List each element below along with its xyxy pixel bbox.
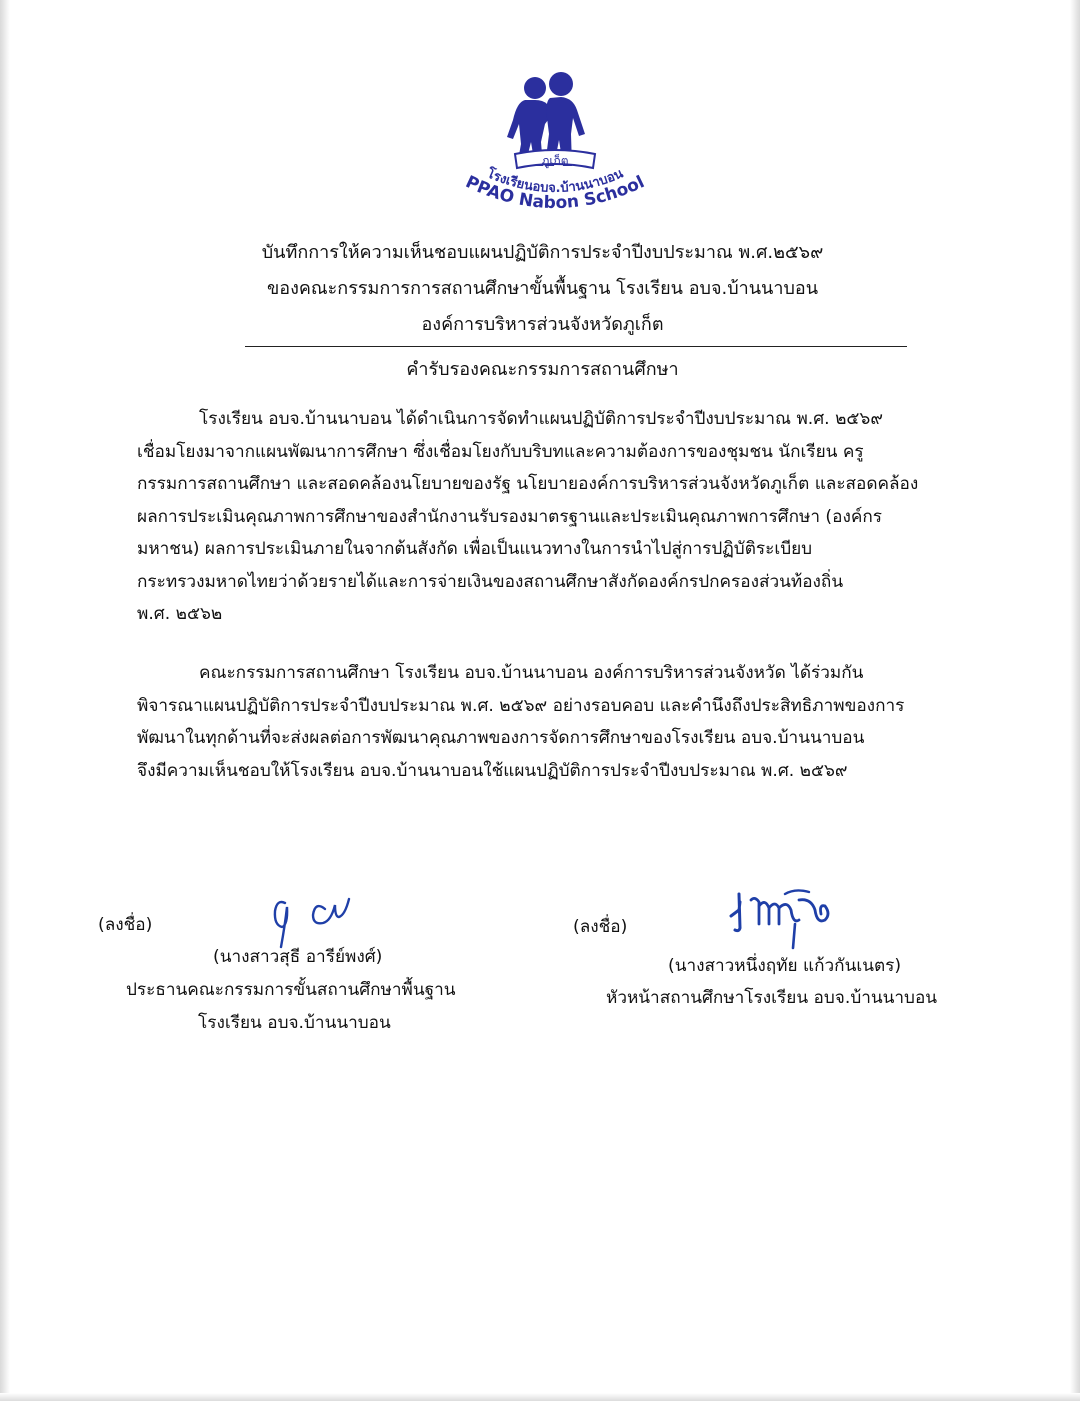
paragraph-2-line: พัฒนาในทุกด้านที่จะส่งผลต่อการพัฒนาคุณภาพของการจัดการศึกษาของโรงเรียน อบจ.บ้านนาบอน [137,728,865,748]
left-signer-position: ประธานคณะกรรมการขั้นสถานศึกษาพื้นฐาน [126,980,456,1000]
paragraph-1-line: กรรมการสถานศึกษา และสอดคล้องนโยบายของรัฐ นโยบายองค์การบริหารส่วนจังหวัดภูเก็ต และสอดคล้อง [137,474,919,494]
paragraph-1-line: ผลการประเมินคุณภาพการศึกษาของสำนักงานรับรองมาตรฐานและประเมินคุณภาพการศึกษา (องค์กร [137,506,882,527]
paragraph-1-line: เชื่อมโยงมาจากแผนพัฒนาการศึกษา ซึ่งเชื่อมโยงกับบริบทและความต้องการของชุมชน นักเรียน ครู [137,441,864,462]
right-sign-label: (ลงชื่อ) [573,917,628,937]
document-subtitle: คำรับรองคณะกรรมการสถานศึกษา [406,359,679,380]
left-sign-label: (ลงชื่อ) [98,915,153,935]
page-edge-right [1070,0,1080,1401]
page-bottom-edge [0,1393,1080,1401]
paragraph-1-line: มหาชน) ผลการประเมินภายในจากต้นสังกัด เพื่อเป็นแนวทางในการนำไปสู่การปฏิบัติระเบียบ [137,539,813,559]
right-signature [725,880,840,950]
paragraph-2-line: จึงมีความเห็นชอบให้โรงเรียน อบจ.บ้านนาบอนใช้แผนปฏิบัติการประจำปีงบประมาณ พ.ศ. ๒๕๖๙ [137,760,848,781]
paragraph-1-line: โรงเรียน อบจ.บ้านนาบอน ได้ดำเนินการจัดทำแผนปฏิบัติการประจำปีงบประมาณ พ.ศ. ๒๕๖๙ [199,409,883,429]
logo-banner-text: ภูเก็ต [541,154,569,168]
paragraph-2-line: พิจารณาแผนปฏิบัติการประจำปีงบประมาณ พ.ศ. ๒๕๖๙ อย่างรอบคอบ และคำนึงถึงประสิทธิภาพของการ [137,695,905,716]
paragraph-2-line: คณะกรรมการสถานศึกษา โรงเรียน อบจ.บ้านนาบอน องค์การบริหารส่วนจังหวัด ได้ร่วมกัน [199,663,864,683]
title-line-3: องค์การบริหารส่วนจังหวัดภูเก็ต [421,314,664,335]
right-signer-position: หัวหน้าสถานศึกษาโรงเรียน อบจ.บ้านนาบอน [606,988,938,1008]
logo-text-english: PPAO Nabon School [462,172,648,214]
right-signer-name: (นางสาวหนึ่งฤทัย แก้วกันเนตร) [668,956,902,976]
school-logo [455,62,655,232]
left-signer-organization: โรงเรียน อบจ.บ้านนาบอน [198,1013,391,1033]
page-edge-left [0,0,10,1401]
logo-text-thai: โรงเรียนอบจ.บ้านนาบอน [484,166,626,197]
paragraph-2 [137,657,943,787]
title-divider [245,346,907,347]
left-signer-name: (นางสาวสุธี อารีย์พงศ์) [213,947,383,967]
paragraph-1 [137,403,943,631]
title-line-1: บันทึกการให้ความเห็นชอบแผนปฏิบัติการประจำปีงบประมาณ พ.ศ.๒๕๖๙ [261,242,824,263]
paragraph-1-line: กระทรวงมหาดไทยว่าด้วยรายได้และการจ่ายเงินของสถานศึกษาสังกัดองค์กรปกครองส่วนท้องถิ่น [137,571,844,592]
paragraph-1-line: พ.ศ. ๒๕๖๒ [137,604,223,624]
document-title [140,235,945,343]
title-line-2: ของคณะกรรมการการสถานศึกษาขั้นพื้นฐาน โรงเรียน อบจ.บ้านนาบอน [266,278,818,299]
